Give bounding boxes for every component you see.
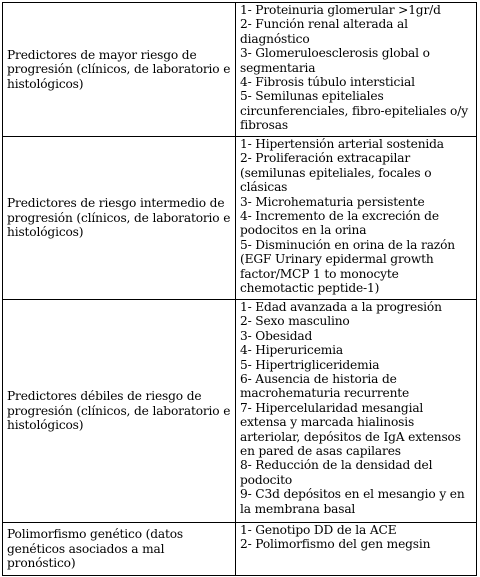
list-item: 2- Sexo masculino [240, 314, 350, 329]
list-item: 5- Disminución en orina de la razón (EGF Urinary epidermal growth factor/MCP 1 to monocyte chemotactic peptide-1) [240, 237, 455, 296]
criterion-cell [3, 523, 236, 576]
items-cell [236, 3, 477, 137]
criterion-cell [3, 3, 236, 137]
list-item: 4- Fibrosis túbulo intersticial [240, 75, 415, 90]
list-item: 8- Reducción de la densidad del podocito [240, 458, 433, 487]
criterion-text: Predictores débiles de riesgo de progresión (clínicos, de laboratorio e histológicos) [7, 389, 231, 433]
list-item: 6- Ausencia de historia de macrohematuria recurrente [240, 372, 410, 401]
items-cell [236, 300, 477, 523]
criterion-cell [3, 137, 236, 300]
list-item: 1- Genotipo DD de la ACE [240, 523, 397, 537]
list-item: 1- Edad avanzada a la progresión [240, 300, 442, 314]
criterion-text: Predictores de mayor riesgo de progresión (clínicos, de laboratorio e histológicos) [7, 47, 231, 91]
list-item: 2- Polimorfismo del gen megsin [240, 537, 431, 552]
items-cell [236, 523, 477, 576]
list-item: 2- Función renal alterada al diagnóstico [240, 17, 408, 46]
list-item: 3- Microhematuria persistente [240, 194, 425, 209]
criterion-cell [3, 300, 236, 523]
criterion-text: Polimorfismo genético (datos genéticos asociados a mal pronóstico) [7, 527, 184, 571]
list-item: 5- Semilunas epiteliales circunferenciales, fibro-epiteliales o/y fibrosas [240, 89, 468, 133]
list-item: 5- Hipertrigliceridemia [240, 357, 380, 372]
table-body [3, 3, 477, 576]
list-item: 4- Incremento de la excreción de podocitos en la orina [240, 209, 439, 238]
list-item: 3- Obesidad [240, 328, 313, 343]
table-row-genetic [3, 523, 477, 576]
list-item: 4- Hiperuricemia [240, 343, 344, 358]
table-row-high-risk [3, 3, 477, 137]
table-row-weak-risk [3, 300, 477, 523]
list-item: 9- C3d depósitos en el mesangio y en la membrana basal [240, 487, 465, 516]
list-item: 3- Glomeruloesclerosis global o segmentaria [240, 46, 430, 75]
items-cell [236, 137, 477, 300]
list-item: 2- Proliferación extracapilar (semilunas epiteliales, focales o clásicas [240, 151, 432, 195]
risk-predictors-table [2, 2, 477, 576]
table-row-intermediate-risk [3, 137, 477, 300]
list-item: 7- Hipercelularidad mesangial extensa y marcada hialinosis arteriolar, depósitos de IgA extensos en pared de asas capilares [240, 400, 461, 459]
list-item: 1- Hipertensión arterial sostenida [240, 137, 444, 151]
criterion-text: Predictores de riesgo intermedio de progresión (clínicos, de laboratorio e histológicos) [7, 196, 231, 240]
list-item: 1- Proteinuria glomerular >1gr/d [240, 3, 441, 17]
